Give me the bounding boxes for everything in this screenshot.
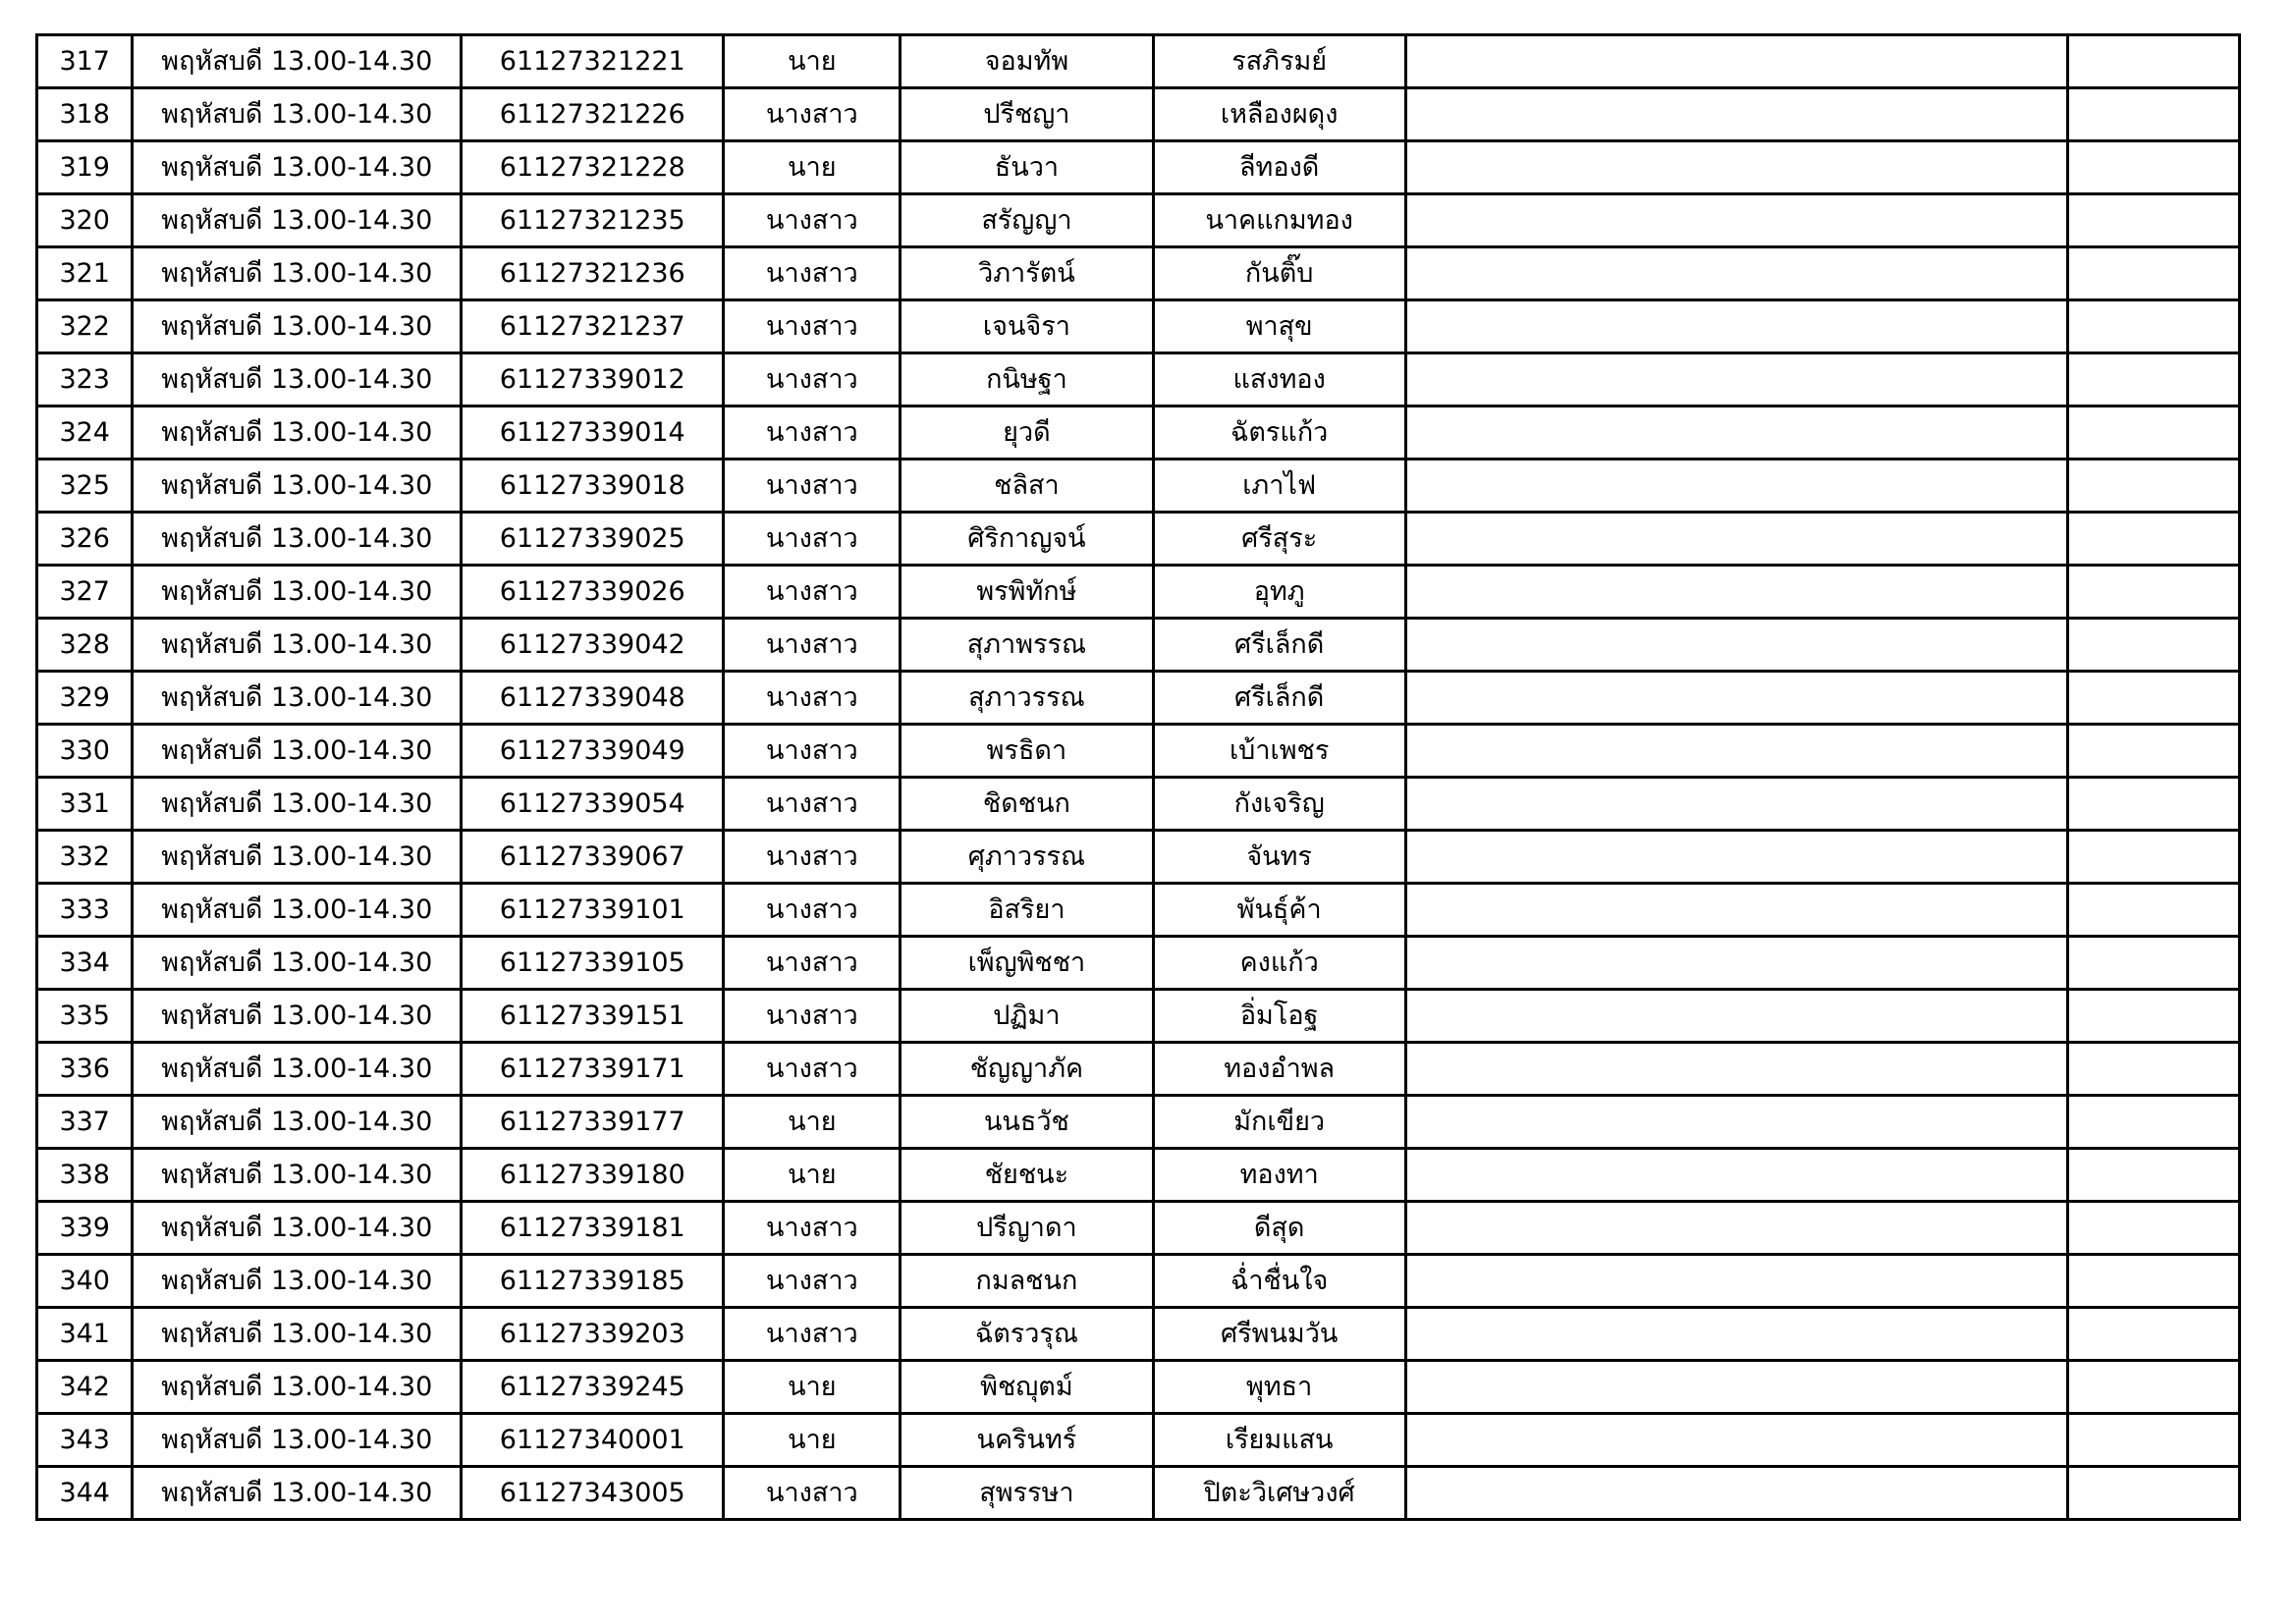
student-id: 61127339049	[462, 725, 724, 778]
session-time: พฤหัสบดี 13.00-14.30	[133, 1467, 462, 1520]
table-row	[37, 88, 2240, 141]
row-number: 318	[37, 88, 133, 141]
student-id: 61127339054	[462, 778, 724, 831]
first-name: นครินทร์	[901, 1414, 1153, 1467]
mark-cell	[2068, 990, 2240, 1043]
session-time: พฤหัสบดี 13.00-14.30	[133, 831, 462, 884]
student-id: 61127321226	[462, 88, 724, 141]
student-id: 61127339101	[462, 884, 724, 937]
student-id: 61127339018	[462, 460, 724, 513]
student-id: 61127339180	[462, 1149, 724, 1202]
session-time: พฤหัสบดี 13.00-14.30	[133, 1361, 462, 1414]
table-row	[37, 141, 2240, 194]
last-name: พันธุ์ค้า	[1153, 884, 1405, 937]
student-id: 61127339203	[462, 1308, 724, 1361]
mark-cell	[2068, 619, 2240, 672]
last-name: พาสุข	[1153, 300, 1405, 353]
first-name: เจนจิรา	[901, 300, 1153, 353]
first-name: ธันวา	[901, 141, 1153, 194]
name-title: นาย	[724, 35, 901, 88]
note-cell	[1405, 672, 2067, 725]
session-time: พฤหัสบดี 13.00-14.30	[133, 88, 462, 141]
row-number: 323	[37, 353, 133, 406]
row-number: 325	[37, 460, 133, 513]
table-row	[37, 247, 2240, 300]
name-title: นางสาว	[724, 353, 901, 406]
row-number: 334	[37, 937, 133, 990]
student-id: 61127339012	[462, 353, 724, 406]
student-id: 61127339151	[462, 990, 724, 1043]
row-number: 330	[37, 725, 133, 778]
first-name: ชัญญาภัค	[901, 1043, 1153, 1096]
session-time: พฤหัสบดี 13.00-14.30	[133, 778, 462, 831]
mark-cell	[2068, 300, 2240, 353]
session-time: พฤหัสบดี 13.00-14.30	[133, 194, 462, 247]
last-name: ศรีเล็กดี	[1153, 619, 1405, 672]
table-row	[37, 831, 2240, 884]
student-id: 61127339067	[462, 831, 724, 884]
row-number: 336	[37, 1043, 133, 1096]
name-title: นางสาว	[724, 937, 901, 990]
session-time: พฤหัสบดี 13.00-14.30	[133, 247, 462, 300]
note-cell	[1405, 937, 2067, 990]
row-number: 342	[37, 1361, 133, 1414]
first-name: ปฏิมา	[901, 990, 1153, 1043]
session-time: พฤหัสบดี 13.00-14.30	[133, 406, 462, 460]
first-name: สุภาพรรณ	[901, 619, 1153, 672]
first-name: พรพิทักษ์	[901, 566, 1153, 619]
first-name: กมลชนก	[901, 1255, 1153, 1308]
name-title: นางสาว	[724, 1202, 901, 1255]
row-number: 328	[37, 619, 133, 672]
last-name: ปิตะวิเศษวงศ์	[1153, 1467, 1405, 1520]
name-title: นาย	[724, 141, 901, 194]
note-cell	[1405, 406, 2067, 460]
last-name: ดีสุด	[1153, 1202, 1405, 1255]
last-name: กันติ๊บ	[1153, 247, 1405, 300]
mark-cell	[2068, 1149, 2240, 1202]
mark-cell	[2068, 406, 2240, 460]
note-cell	[1405, 831, 2067, 884]
table-row	[37, 194, 2240, 247]
name-title: นาย	[724, 1361, 901, 1414]
session-time: พฤหัสบดี 13.00-14.30	[133, 1096, 462, 1149]
session-time: พฤหัสบดี 13.00-14.30	[133, 1414, 462, 1467]
row-number: 341	[37, 1308, 133, 1361]
last-name: ศรีสุระ	[1153, 513, 1405, 566]
note-cell	[1405, 884, 2067, 937]
table-row	[37, 619, 2240, 672]
first-name: สุภาวรรณ	[901, 672, 1153, 725]
mark-cell	[2068, 778, 2240, 831]
first-name: พรธิดา	[901, 725, 1153, 778]
table-row	[37, 1149, 2240, 1202]
name-title: นางสาว	[724, 406, 901, 460]
note-cell	[1405, 1202, 2067, 1255]
mark-cell	[2068, 1043, 2240, 1096]
table-row	[37, 460, 2240, 513]
student-id: 61127321221	[462, 35, 724, 88]
mark-cell	[2068, 460, 2240, 513]
student-id: 61127321235	[462, 194, 724, 247]
session-time: พฤหัสบดี 13.00-14.30	[133, 513, 462, 566]
first-name: ปรีชญา	[901, 88, 1153, 141]
name-title: นางสาว	[724, 247, 901, 300]
name-title: นางสาว	[724, 672, 901, 725]
name-title: นางสาว	[724, 1467, 901, 1520]
mark-cell	[2068, 141, 2240, 194]
last-name: เรียมแสน	[1153, 1414, 1405, 1467]
session-time: พฤหัสบดี 13.00-14.30	[133, 1255, 462, 1308]
name-title: นางสาว	[724, 990, 901, 1043]
note-cell	[1405, 1361, 2067, 1414]
row-number: 329	[37, 672, 133, 725]
table-row	[37, 1467, 2240, 1520]
table-row	[37, 1308, 2240, 1361]
table-row	[37, 300, 2240, 353]
table-row	[37, 513, 2240, 566]
row-number: 324	[37, 406, 133, 460]
mark-cell	[2068, 672, 2240, 725]
session-time: พฤหัสบดี 13.00-14.30	[133, 937, 462, 990]
first-name: สรัญญา	[901, 194, 1153, 247]
session-time: พฤหัสบดี 13.00-14.30	[133, 1043, 462, 1096]
name-title: นาย	[724, 1096, 901, 1149]
last-name: คงแก้ว	[1153, 937, 1405, 990]
name-title: นางสาว	[724, 300, 901, 353]
table-row	[37, 1255, 2240, 1308]
session-time: พฤหัสบดี 13.00-14.30	[133, 460, 462, 513]
mark-cell	[2068, 1096, 2240, 1149]
mark-cell	[2068, 88, 2240, 141]
name-title: นางสาว	[724, 884, 901, 937]
last-name: เหลืองผดุง	[1153, 88, 1405, 141]
table-row	[37, 725, 2240, 778]
session-time: พฤหัสบดี 13.00-14.30	[133, 884, 462, 937]
mark-cell	[2068, 725, 2240, 778]
table-row	[37, 937, 2240, 990]
name-title: นาย	[724, 1414, 901, 1467]
last-name: นาคแกมทอง	[1153, 194, 1405, 247]
session-time: พฤหัสบดี 13.00-14.30	[133, 353, 462, 406]
mark-cell	[2068, 1255, 2240, 1308]
student-id: 61127339185	[462, 1255, 724, 1308]
first-name: ปรีญาดา	[901, 1202, 1153, 1255]
last-name: มักเขียว	[1153, 1096, 1405, 1149]
mark-cell	[2068, 1467, 2240, 1520]
note-cell	[1405, 194, 2067, 247]
table-row	[37, 990, 2240, 1043]
student-id: 61127339171	[462, 1043, 724, 1096]
session-time: พฤหัสบดี 13.00-14.30	[133, 990, 462, 1043]
student-id: 61127339177	[462, 1096, 724, 1149]
row-number: 340	[37, 1255, 133, 1308]
table-row	[37, 35, 2240, 88]
note-cell	[1405, 566, 2067, 619]
first-name: นนธวัช	[901, 1096, 1153, 1149]
last-name: พุทธา	[1153, 1361, 1405, 1414]
mark-cell	[2068, 831, 2240, 884]
session-time: พฤหัสบดี 13.00-14.30	[133, 619, 462, 672]
row-number: 322	[37, 300, 133, 353]
row-number: 321	[37, 247, 133, 300]
student-id: 61127343005	[462, 1467, 724, 1520]
note-cell	[1405, 1255, 2067, 1308]
first-name: กนิษฐา	[901, 353, 1153, 406]
session-time: พฤหัสบดี 13.00-14.30	[133, 725, 462, 778]
mark-cell	[2068, 353, 2240, 406]
table-row	[37, 1361, 2240, 1414]
mark-cell	[2068, 1202, 2240, 1255]
row-number: 333	[37, 884, 133, 937]
row-number: 319	[37, 141, 133, 194]
student-id: 61127321236	[462, 247, 724, 300]
name-title: นางสาว	[724, 1043, 901, 1096]
row-number: 335	[37, 990, 133, 1043]
row-number: 332	[37, 831, 133, 884]
mark-cell	[2068, 247, 2240, 300]
name-title: นางสาว	[724, 725, 901, 778]
note-cell	[1405, 353, 2067, 406]
row-number: 344	[37, 1467, 133, 1520]
last-name: อุทภู	[1153, 566, 1405, 619]
table-row	[37, 672, 2240, 725]
row-number: 327	[37, 566, 133, 619]
name-title: นางสาว	[724, 1308, 901, 1361]
note-cell	[1405, 990, 2067, 1043]
last-name: อิ่มโอฐ	[1153, 990, 1405, 1043]
student-id: 61127340001	[462, 1414, 724, 1467]
first-name: ศิริกาญจน์	[901, 513, 1153, 566]
roster-body	[37, 35, 2240, 1520]
note-cell	[1405, 725, 2067, 778]
row-number: 317	[37, 35, 133, 88]
first-name: จอมทัพ	[901, 35, 1153, 88]
student-id: 61127339181	[462, 1202, 724, 1255]
table-row	[37, 566, 2240, 619]
first-name: เพ็ญพิชชา	[901, 937, 1153, 990]
first-name: ชัยชนะ	[901, 1149, 1153, 1202]
first-name: พิชญุตม์	[901, 1361, 1153, 1414]
mark-cell	[2068, 937, 2240, 990]
last-name: ศรีเล็กดี	[1153, 672, 1405, 725]
mark-cell	[2068, 1414, 2240, 1467]
name-title: นางสาว	[724, 566, 901, 619]
student-id: 61127339026	[462, 566, 724, 619]
table-row	[37, 884, 2240, 937]
last-name: ทองทา	[1153, 1149, 1405, 1202]
student-id: 61127339042	[462, 619, 724, 672]
note-cell	[1405, 619, 2067, 672]
name-title: นางสาว	[724, 513, 901, 566]
last-name: จันทร	[1153, 831, 1405, 884]
first-name: ยุวดี	[901, 406, 1153, 460]
name-title: นางสาว	[724, 88, 901, 141]
student-id: 61127321237	[462, 300, 724, 353]
name-title: นางสาว	[724, 460, 901, 513]
session-time: พฤหัสบดี 13.00-14.30	[133, 566, 462, 619]
name-title: นางสาว	[724, 778, 901, 831]
row-number: 339	[37, 1202, 133, 1255]
row-number: 343	[37, 1414, 133, 1467]
note-cell	[1405, 35, 2067, 88]
last-name: ศรีพนมวัน	[1153, 1308, 1405, 1361]
first-name: ชิดชนก	[901, 778, 1153, 831]
session-time: พฤหัสบดี 13.00-14.30	[133, 672, 462, 725]
first-name: วิภารัตน์	[901, 247, 1153, 300]
student-id: 61127339014	[462, 406, 724, 460]
note-cell	[1405, 1467, 2067, 1520]
session-time: พฤหัสบดี 13.00-14.30	[133, 1149, 462, 1202]
last-name: กังเจริญ	[1153, 778, 1405, 831]
table-row	[37, 406, 2240, 460]
note-cell	[1405, 88, 2067, 141]
name-title: นางสาว	[724, 194, 901, 247]
session-time: พฤหัสบดี 13.00-14.30	[133, 141, 462, 194]
mark-cell	[2068, 884, 2240, 937]
note-cell	[1405, 1096, 2067, 1149]
first-name: สุพรรษา	[901, 1467, 1153, 1520]
mark-cell	[2068, 1308, 2240, 1361]
table-row	[37, 1202, 2240, 1255]
table-row	[37, 778, 2240, 831]
note-cell	[1405, 247, 2067, 300]
student-id: 61127339025	[462, 513, 724, 566]
row-number: 337	[37, 1096, 133, 1149]
last-name: รสภิรมย์	[1153, 35, 1405, 88]
first-name: ฉัตรวรุณ	[901, 1308, 1153, 1361]
row-number: 320	[37, 194, 133, 247]
session-time: พฤหัสบดี 13.00-14.30	[133, 300, 462, 353]
note-cell	[1405, 1308, 2067, 1361]
table-row	[37, 1043, 2240, 1096]
name-title: นางสาว	[724, 1255, 901, 1308]
note-cell	[1405, 1414, 2067, 1467]
session-time: พฤหัสบดี 13.00-14.30	[133, 35, 462, 88]
row-number: 331	[37, 778, 133, 831]
mark-cell	[2068, 1361, 2240, 1414]
last-name: เบ้าเพชร	[1153, 725, 1405, 778]
last-name: ฉัตรแก้ว	[1153, 406, 1405, 460]
last-name: ลีทองดี	[1153, 141, 1405, 194]
table-row	[37, 353, 2240, 406]
mark-cell	[2068, 35, 2240, 88]
name-title: นางสาว	[724, 619, 901, 672]
session-time: พฤหัสบดี 13.00-14.30	[133, 1202, 462, 1255]
last-name: ฉ่ำชื่นใจ	[1153, 1255, 1405, 1308]
last-name: แสงทอง	[1153, 353, 1405, 406]
table-row	[37, 1096, 2240, 1149]
mark-cell	[2068, 566, 2240, 619]
student-id: 61127339245	[462, 1361, 724, 1414]
student-roster-table	[35, 33, 2241, 1521]
last-name: เภาไฟ	[1153, 460, 1405, 513]
row-number: 326	[37, 513, 133, 566]
note-cell	[1405, 1043, 2067, 1096]
mark-cell	[2068, 194, 2240, 247]
first-name: ศุภาวรรณ	[901, 831, 1153, 884]
session-time: พฤหัสบดี 13.00-14.30	[133, 1308, 462, 1361]
student-id: 61127321228	[462, 141, 724, 194]
name-title: นางสาว	[724, 831, 901, 884]
note-cell	[1405, 778, 2067, 831]
last-name: ทองอำพล	[1153, 1043, 1405, 1096]
note-cell	[1405, 460, 2067, 513]
student-id: 61127339048	[462, 672, 724, 725]
note-cell	[1405, 300, 2067, 353]
first-name: อิสริยา	[901, 884, 1153, 937]
table-row	[37, 1414, 2240, 1467]
note-cell	[1405, 141, 2067, 194]
row-number: 338	[37, 1149, 133, 1202]
note-cell	[1405, 513, 2067, 566]
student-id: 61127339105	[462, 937, 724, 990]
mark-cell	[2068, 513, 2240, 566]
first-name: ชลิสา	[901, 460, 1153, 513]
name-title: นาย	[724, 1149, 901, 1202]
note-cell	[1405, 1149, 2067, 1202]
